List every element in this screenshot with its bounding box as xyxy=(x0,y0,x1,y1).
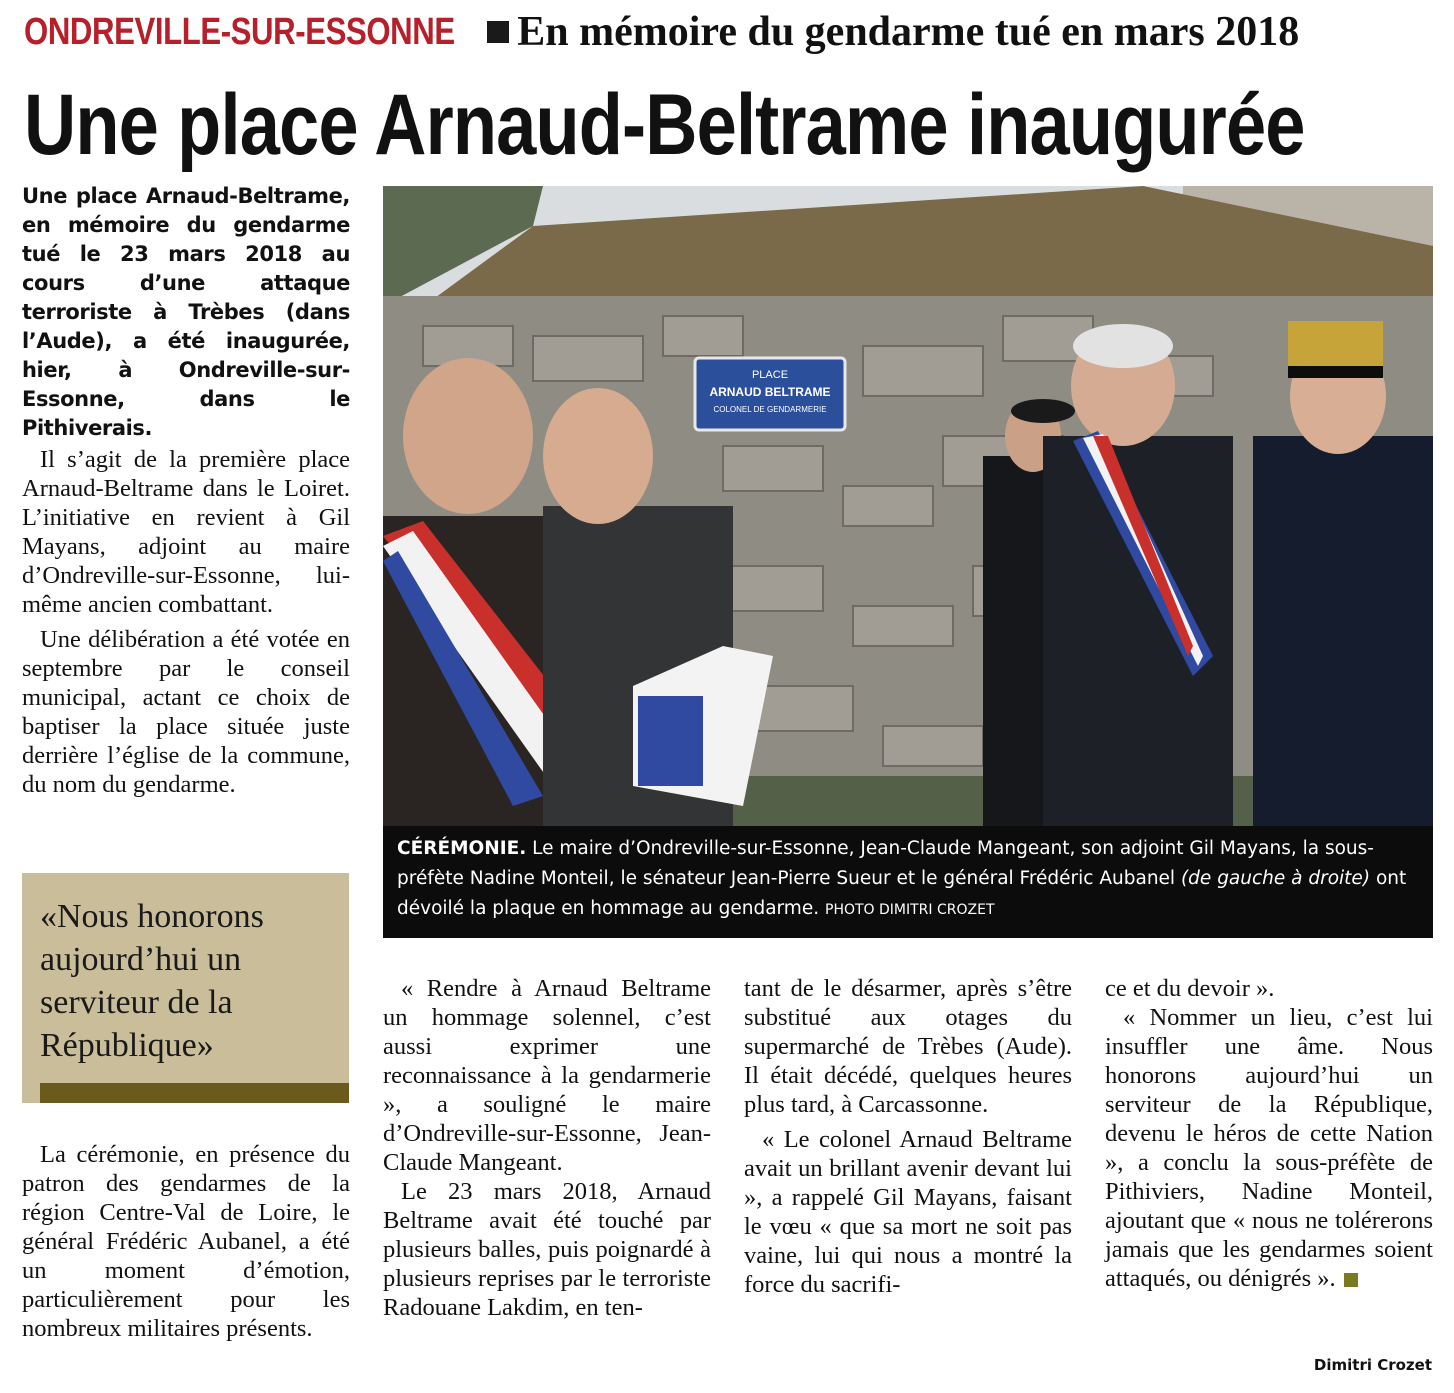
kicker-separator-square xyxy=(487,21,509,43)
column-1-bottom xyxy=(22,1140,350,1343)
caption-text: Le maire d’Ondreville-sur-Essonne, Jean-Claude Mangeant, son adjoint Gil Mayans, la sous-préfète Nadine Monteil, le sénateur Jean-Pierre Sueur et le général Frédéric Aubanel xyxy=(397,838,1374,889)
paragraph-7-wrap xyxy=(1105,1003,1433,1293)
kicker-location: ONDREVILLE-SUR-ESSONNE xyxy=(24,10,455,53)
headline: Une place Arnaud-Beltrame inaugurée xyxy=(24,77,1305,173)
chapo: Une place Arnaud-Beltrame, en mémoire du gendarme tué le 23 mars 2018 au cours d’une attaque terroriste à Trèbes (dans l’Aude), a été inaugurée, hier, à Ondreville-sur-Essonne, dans le Pithiverais. xyxy=(22,184,350,440)
photo-illustration xyxy=(383,186,1433,826)
kicker-line xyxy=(24,8,1444,64)
paragraph-4: « Rendre à Arnaud Beltrame un hommage solennel, c’est aussi exprimer une reconnaissance à la gendarmerie », a souligné le maire d’Ondreville-sur-Essonne, Jean-Claude Mangeant. xyxy=(383,975,711,1176)
end-of-article-square xyxy=(1344,1273,1358,1287)
paragraph-2: Une délibération a été votée en septembre par le conseil municipal, actant ce choix de baptiser la place située juste derrière l’église de la commune, du nom du gendarme. xyxy=(22,626,350,798)
paragraph-6: « Le colonel Arnaud Beltrame avait un brillant avenir devant lui », a rappelé Gil Mayans, faisant le vœu « que sa mort ne soit pas vaine, lui qui nous a montré la force du sacrifi- xyxy=(744,1126,1072,1298)
column-3 xyxy=(744,974,1072,1299)
column-4 xyxy=(1105,974,1433,1293)
paragraph-5-continued: tant de le désarmer, après s’être substitué aux otages du supermarché de Trèbes (Aude). Il était décédé, quelques heures plus tard, à Carcassonne. xyxy=(744,975,1072,1118)
paragraph-5: Le 23 mars 2018, Arnaud Beltrame avait été touché par plusieurs balles, puis poignardé à plusieurs reprises par le terroriste Radouane Lakdim, en ten- xyxy=(383,1178,711,1321)
plaque-line-3: COLONEL DE GENDARMERIE xyxy=(713,405,827,414)
column-1-top xyxy=(22,182,350,799)
kicker-subtitle: En mémoire du gendarme tué en mars 2018 xyxy=(517,9,1300,55)
pull-quote-text: «Nous honorons aujourd’hui un serviteur de la République» xyxy=(40,898,264,1064)
paragraph-7: « Nommer un lieu, c’est lui insuffler une âme. Nous honorons aujourd’hui un serviteur de la République, devenu le héros de cette Nation », a conclu la sous-préfète de Pithiviers, Nadine Monteil, ajoutant que « nous ne tolérerons jamais que les gendarmes soient attaqués, ou dénigrés ». xyxy=(1105,1004,1433,1292)
photo-credit: PHOTO DIMITRI CROZET xyxy=(825,902,995,918)
column-2 xyxy=(383,974,711,1322)
paragraph-3: La cérémonie, en présence du patron des gendarmes de la région Centre-Val de Loire, le général Frédéric Aubanel, a été un moment d’émotion, particulièrement pour les nombreux militaires présents. xyxy=(22,1141,350,1342)
pull-quote-bar xyxy=(40,1083,349,1103)
photo-caption xyxy=(383,826,1433,938)
caption-text-2: ont dévoilé la plaque en hommage au gendarme. xyxy=(397,868,1407,919)
paragraph-6-continued: ce et du devoir ». xyxy=(1105,975,1275,1002)
ceremony-photo xyxy=(383,186,1433,826)
caption-italic: (de gauche à droite) xyxy=(1180,868,1371,889)
author-signature: Dimitri Crozet xyxy=(1313,1356,1432,1374)
plaque-line-1: PLACE xyxy=(751,369,789,381)
pull-quote-box xyxy=(22,873,349,1103)
paragraph-1: Il s’agit de la première place Arnaud-Beltrame dans le Loiret. L’initiative en revient à Gil Mayans, adjoint au maire d’Ondreville-sur-Essonne, lui-même ancien combattant. xyxy=(22,446,350,618)
street-plaque xyxy=(695,358,845,430)
caption-lead: CÉRÉMONIE. xyxy=(397,838,527,859)
plaque-line-2: ARNAUD BELTRAME xyxy=(709,385,831,399)
